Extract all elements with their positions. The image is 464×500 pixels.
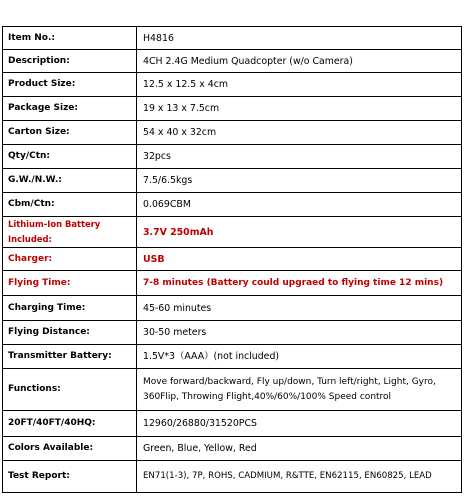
spec-label: Charging Time:: [3, 296, 137, 321]
spec-value: 19 x 13 x 7.5cm: [137, 97, 462, 121]
spec-value: 45-60 minutes: [137, 296, 462, 321]
spec-row-colors: [3, 437, 462, 461]
spec-row-flying-distance: [3, 321, 462, 345]
spec-value: [137, 369, 462, 411]
spec-label: Colors Available:: [3, 437, 137, 461]
spec-label: Carton Size:: [3, 121, 137, 145]
spec-value: 7.5/6.5kgs: [137, 169, 462, 193]
spec-label: Flying Time:: [3, 271, 137, 296]
spec-value: 4CH 2.4G Medium Quadcopter (w/o Camera): [137, 50, 462, 73]
spec-label: Charger:: [3, 248, 137, 271]
spec-row-test-report: [3, 461, 462, 493]
spec-row-qty-ctn: [3, 145, 462, 169]
spec-value: 32pcs: [137, 145, 462, 169]
spec-label: 20FT/40FT/40HQ:: [3, 411, 137, 437]
spec-label: Description:: [3, 50, 137, 73]
spec-label: Item No.:: [3, 27, 137, 50]
spec-label: Lithium-Ion Battery Included:: [3, 217, 137, 248]
spec-row-functions: [3, 369, 462, 411]
spec-label: G.W./N.W.:: [3, 169, 137, 193]
spec-row-charger: [3, 248, 462, 271]
spec-value: 54 x 40 x 32cm: [137, 121, 462, 145]
spec-value: 0.069CBM: [137, 193, 462, 217]
spec-value: EN71(1-3), 7P, ROHS, CADMIUM, R&TTE, EN62115, EN60825, LEAD: [137, 461, 462, 493]
spec-label: Functions:: [3, 369, 137, 411]
spec-value: H4816: [137, 27, 462, 50]
spec-label: Package Size:: [3, 97, 137, 121]
functions-line-1: Move forward/backward, Fly up/down, Turn left/right, Light, Gyro,: [143, 376, 436, 387]
spec-row-description: [3, 50, 462, 73]
spec-value: Green, Blue, Yellow, Red: [137, 437, 462, 461]
product-spec-table: [2, 26, 462, 493]
spec-row-charging-time: [3, 296, 462, 321]
spec-value: USB: [137, 248, 462, 271]
spec-value: 7-8 minutes (Battery could upgraed to flying time 12 mins): [137, 271, 462, 296]
spec-label: Cbm/Ctn:: [3, 193, 137, 217]
spec-row-battery: [3, 217, 462, 248]
spec-label: Test Report:: [3, 461, 137, 493]
spec-label: Flying Distance:: [3, 321, 137, 345]
spec-value: 12.5 x 12.5 x 4cm: [137, 73, 462, 97]
spec-row-package-size: [3, 97, 462, 121]
spec-row-transmitter-battery: [3, 345, 462, 369]
spec-label: Qty/Ctn:: [3, 145, 137, 169]
spec-value: 1.5V*3（AAA）(not included): [137, 345, 462, 369]
spec-value: 3.7V 250mAh: [137, 217, 462, 248]
spec-row-item-no: [3, 27, 462, 50]
spec-label: Transmitter Battery:: [3, 345, 137, 369]
functions-line-2: 360Flip, Throwing Flight,40%/60%/100% Speed control: [143, 391, 392, 402]
spec-row-flying-time: [3, 271, 462, 296]
spec-value: 12960/26880/31520PCS: [137, 411, 462, 437]
spec-row-product-size: [3, 73, 462, 97]
spec-value: 30-50 meters: [137, 321, 462, 345]
spec-row-gw-nw: [3, 169, 462, 193]
spec-row-cbm-ctn: [3, 193, 462, 217]
spec-row-container-load: [3, 411, 462, 437]
spec-label: Product Size:: [3, 73, 137, 97]
spec-row-carton-size: [3, 121, 462, 145]
